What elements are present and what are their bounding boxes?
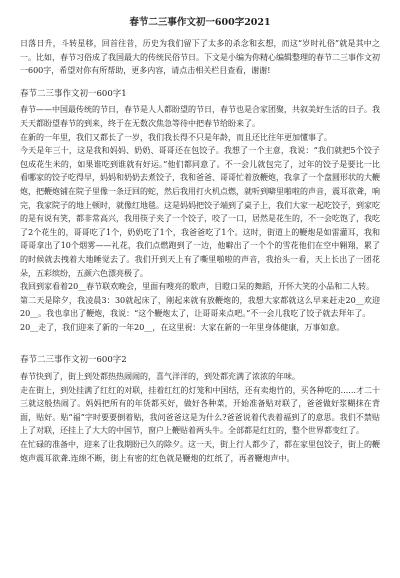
essay-1 [20, 88, 380, 335]
essay-2 [20, 354, 380, 465]
essay-1-paragraph: 我回到家看着20__春节联欢晚会，里面有嗖亮的歌声，目瞪口呆的舞蹈，开怀大笑的小品和二人转。 [20, 282, 375, 292]
essay-2-paragraph: 春节快到了，街上到处都热热闹闹的，喜气洋洋的，到处都充满了浓浓的年味。 [20, 372, 300, 382]
essay-2-title: 春节二三事作文初一600字2 [20, 355, 127, 366]
essay-1-paragraph: 20__走了，我们迎来了新的一年20__，在这里祝：大家在新的一年里身体健康，万事如意。 [20, 322, 345, 332]
essay-1-paragraph: 今天是年三十，这是我和妈妈、奶奶、哥哥还在包饺子。我想了一个主意，我说：“我们就把5个饺子包成花生米的，如果谁吃到谁就有好运。”他们都同意了。不一会儿就包完了，过年的饺子是要比一比看哪家的饺子吃得早，妈妈和奶奶去煮饺子，我和爸爸、哥哥忙着放鞭炮，我拿了一个盘圆形状的大鞭炮，把鞭炮铺在院子里像一条迂回的蛇，然后我用打火机点燃，就听到噼里啪啦的声音，震耳欲聋，响完，我家院子的地上顿时，就像红地毯。这是妈妈把饺子端到了桌子上，我们大家一起吃饺子，到家吃的是有说有笑，都非常高兴，我用筷子夹了一个饺子，咬了一口，居然是花生的，不一会吃饱了，我吃了2个花生的，哥哥吃了1个，奶奶吃了1个，我爸爸吃了1个。这时，街道上的鞭炮是如雷灌耳，我和哥哥拿出了10个烟雾——礼花，我们点燃跑到了一边，他噼出了一个个的雪花他们在空中翱翔，累了的时候就去拽着大地睡觉去了。我们开到天上有了嘶里啪啦的声音，我抬头一看，天上长出了一团花朵，五彩缤纷，五颜六色漂亮极了。 [20, 146, 380, 278]
essay-2-paragraph: 走在街上，到处挂满了红红的对联，挂着红红的灯笼和中国结，还有卖炮竹的，买各种吃的......才二十三就这般热闹了。妈妈把所有的年货都买好，做好各种菜，开始准备贴对联了，爸爸做好浆糊抹在背面，贴好。贴“福”字时要要倒着贴，我问爸爸这是为什么?爸爸说着代表着福到了的意思。我们不禁贴上了对联，还挂上了大大的中国节，窗户上鞭贴着两头牛。全部都是红红的，整个世界都变红了。 [20, 385, 380, 436]
essay-1-paragraph: 春节——中国最传统的节日，春节是人人都盼望的节日，春节也是合家团聚，共叙美好生活的日子。我天天都盼望春节的到来，终于在无数次焦急等待中把春节给盼来了。 [20, 105, 380, 128]
document-title: 春节二三事作文初一600字2021 [129, 17, 271, 28]
essay-1-paragraph: 在新的一年里，我们又都长了一岁，我们我长得不只是年龄，而且还比往年更加懂事了。 [20, 132, 332, 142]
essay-1-title: 春节二三事作文初一600字1 [20, 88, 127, 99]
section-gap [20, 334, 380, 344]
essay-2-paragraph: 在忙碌的准备中，迎来了让我期盼已久的除夕。这一天，街上行人都少了，都在家里包饺子，街上的鞭炮声震耳欲聋.连绵不断，街上有密的红色就是鞭炮的红纸了，再者鞭炮声中。 [20, 440, 380, 463]
intro-paragraph: 日落日升，斗转星移，回首往昔，历史为我们留下了太多的杀念和玄想，而这“岁时礼俗”就是其中之一。比如，春节习俗成了我国最大的传统民俗节日。下文是小编为你精心编辑整理的春节二三事作文初一600字，希望对你有所帮助，更多内容，请点击相关栏目查看，谢谢! [20, 39, 380, 76]
essay-1-paragraph: 第二天是除夕，我凌晨3：30就起床了，刚起来就有放鞭炮的，我想大家都就这么早来赶走20__欢迎20__。我也拿出了鞭炮，我说：“这个鞭炮太了，让哥哥来点吧。”不一会儿我吃了饺子就去拜年了。 [20, 295, 380, 319]
